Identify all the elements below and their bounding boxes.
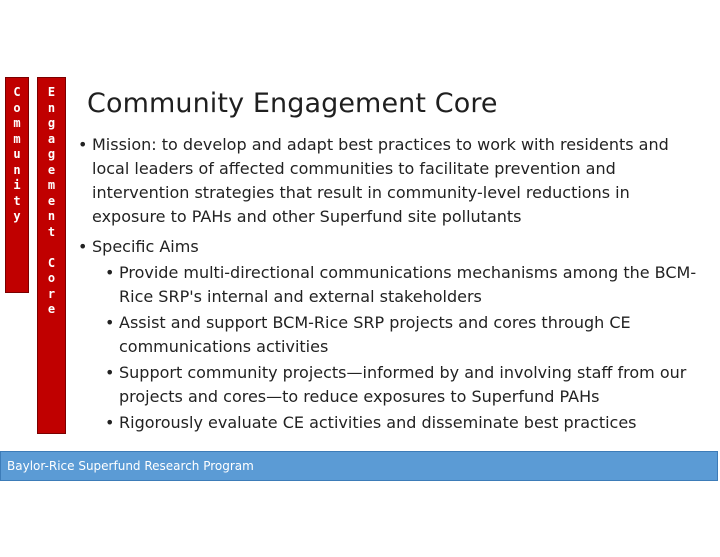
vertical-letter: n: [47, 209, 56, 223]
aims-list: [92, 261, 708, 435]
vertical-letter: e: [47, 302, 56, 316]
footer-text: Baylor-Rice Superfund Research Program: [7, 459, 254, 473]
vertical-letter: y: [13, 209, 21, 223]
vertical-letter: a: [47, 131, 56, 146]
vertical-letter: E: [47, 85, 56, 99]
slide-title: Community Engagement Core: [87, 88, 498, 119]
vertical-letter: n: [13, 162, 21, 177]
vertical-letter: t: [13, 193, 21, 208]
vertical-letter: [38, 240, 65, 256]
vertical-letter: g: [47, 116, 56, 130]
vertical-letter: t: [47, 224, 56, 239]
aim-item: • Provide multi-directional communications mechanisms among the BCM-Rice SRP's internal and external stakeholders: [92, 261, 708, 309]
footer-bar: [0, 451, 718, 481]
vertical-letter: C: [13, 85, 21, 99]
vertical-letter: e: [47, 162, 56, 177]
mission-bullet: • Mission: to develop and adapt best practices to work with residents and local leaders of affected communities to facilitate prevention and intervention strategies that result in community-level reductions in exposure to PAHs and other Superfund site pollutants: [78, 133, 708, 229]
aim-item: • Support community projects—informed by and involving staff from our projects and cores—to reduce exposures to Superfund PAHs: [92, 361, 708, 409]
vertical-letter: u: [13, 147, 21, 161]
community-vertical-label: [5, 77, 29, 293]
specific-aims-label: Specific Aims: [92, 237, 199, 256]
engagement-core-vertical-label: [37, 77, 66, 434]
bullet-list: [78, 133, 708, 437]
vertical-letter: g: [47, 147, 56, 161]
vertical-letter: n: [47, 100, 56, 115]
aim-item: • Rigorously evaluate CE activities and disseminate best practices: [92, 411, 708, 435]
vertical-letter: i: [13, 178, 21, 192]
vertical-letter: m: [13, 116, 21, 130]
vertical-letter: m: [13, 131, 21, 146]
vertical-letter: C: [47, 255, 56, 270]
specific-aims-bullet: [78, 235, 708, 435]
aim-item: • Assist and support BCM-Rice SRP projects and cores through CE communications activities: [92, 311, 708, 359]
vertical-letter: m: [47, 178, 56, 192]
vertical-letter: r: [47, 286, 56, 301]
vertical-letter: o: [13, 100, 21, 115]
vertical-letter: e: [47, 193, 56, 208]
vertical-letter: o: [47, 271, 56, 285]
